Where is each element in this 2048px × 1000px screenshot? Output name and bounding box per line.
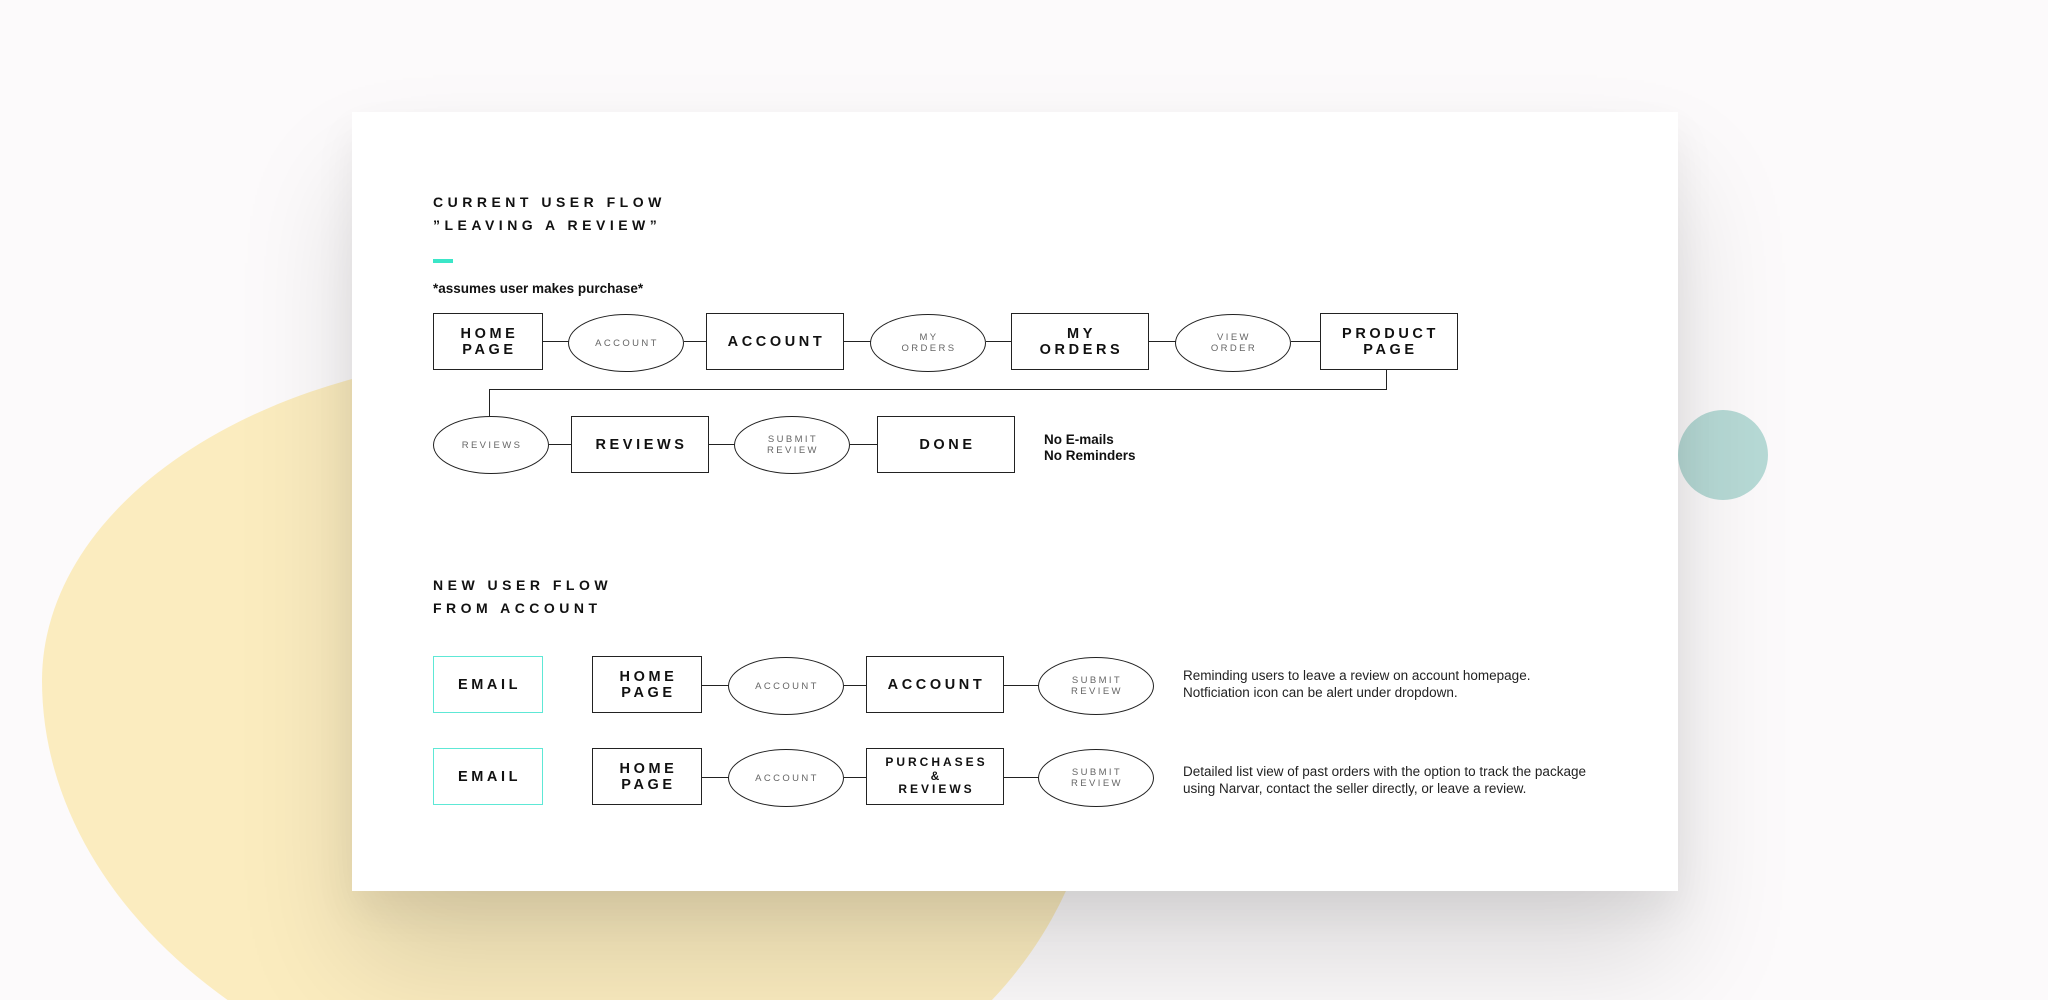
flow-connector (844, 685, 867, 686)
email-trigger-node (433, 656, 543, 713)
decorative-teal-dot (1678, 410, 1768, 500)
accent-bar (433, 259, 453, 263)
description-line: Notficiation icon can be alert under dropdown. (1183, 685, 1458, 700)
node-label: REVIEW (767, 445, 819, 456)
node-label: MY (1067, 325, 1096, 342)
flow-connector (1291, 341, 1321, 342)
assumption-note: *assumes user makes purchase* (433, 281, 644, 296)
flow-action-account (568, 314, 684, 372)
node-label: ACCOUNT (755, 772, 819, 784)
flow-connector (844, 777, 867, 778)
email-trigger-node (433, 748, 543, 805)
flow-action-submit-review (734, 416, 850, 474)
no-emails-note: No E-mails (1044, 432, 1114, 447)
current-flow-title-line2: ”LEAVING A REVIEW” (433, 217, 662, 233)
node-label: PRODUCT (1342, 325, 1439, 342)
node-label: PAGE (1363, 341, 1418, 358)
flow-connector (1004, 777, 1039, 778)
flow-node-account (866, 656, 1004, 713)
no-reminders-note: No Reminders (1044, 448, 1136, 463)
flow-node-home-page (592, 748, 702, 805)
flow-action-account (728, 749, 844, 807)
description-line: Detailed list view of past orders with the option to track the package (1183, 764, 1586, 779)
flow-node-done (877, 416, 1015, 473)
node-label: PURCHASES (885, 755, 988, 770)
node-label: HOME (619, 760, 678, 777)
flow-connector (1004, 685, 1039, 686)
node-label: SUBMIT (767, 434, 819, 445)
node-label: REVIEW (1071, 686, 1123, 697)
node-label: DONE (919, 436, 976, 453)
node-label: MY (919, 332, 939, 343)
user-flow-card (352, 112, 1678, 891)
flow-action-my-orders (870, 314, 986, 372)
node-label: EMAIL (457, 676, 522, 693)
flow-action-reviews (433, 416, 549, 474)
flow-action-submit-review (1038, 749, 1154, 807)
node-label: PAGE (621, 776, 676, 793)
node-label: PAGE (621, 684, 676, 701)
description-line: Reminding users to leave a review on account homepage. (1183, 668, 1531, 683)
flow-connector (850, 444, 878, 445)
node-label: ORDERS (1039, 341, 1124, 358)
flow-node-home-page (592, 656, 702, 713)
flow-node-reviews (571, 416, 709, 473)
flow-connector (709, 444, 735, 445)
node-label: ACCOUNT (887, 676, 986, 693)
flow-connector (543, 341, 569, 342)
flow-node-purchases-reviews (866, 748, 1004, 805)
flow-connector (549, 444, 572, 445)
node-label: ORDER (1210, 343, 1258, 354)
node-label: ACCOUNT (755, 680, 819, 692)
flow-connector (986, 341, 1012, 342)
node-label: PAGE (462, 341, 517, 358)
node-label: ACCOUNT (727, 333, 826, 350)
flow-connector (489, 389, 1387, 390)
node-label: HOME (619, 668, 678, 685)
node-label: REVIEW (1071, 778, 1123, 789)
node-label: EMAIL (457, 768, 522, 785)
node-label: SUBMIT (1071, 675, 1123, 686)
node-label: ORDERS (901, 343, 957, 354)
flow-connector (844, 341, 871, 342)
node-label: REVIEWS (898, 782, 975, 797)
node-label: VIEW (1217, 332, 1251, 343)
flow-action-account (728, 657, 844, 715)
new-flow-title-line1: NEW USER FLOW (433, 577, 613, 593)
current-flow-title-line1: CURRENT USER FLOW (433, 194, 666, 210)
flow-action-submit-review (1038, 657, 1154, 715)
node-label: HOME (460, 325, 519, 342)
flow-connector (702, 777, 729, 778)
flow-description (1183, 763, 1586, 797)
flow-node-home-page (433, 313, 543, 370)
node-label: ACCOUNT (595, 337, 659, 349)
node-label: REVIEWS (595, 436, 688, 453)
flow-action-view-order (1175, 314, 1291, 372)
node-label: & (930, 768, 943, 783)
flow-connector (489, 389, 490, 416)
flow-node-my-orders (1011, 313, 1149, 370)
new-flow-title-line2: FROM ACCOUNT (433, 600, 602, 616)
flow-node-account (706, 313, 844, 370)
flow-connector (684, 341, 707, 342)
node-label: SUBMIT (1071, 767, 1123, 778)
flow-connector (1386, 370, 1387, 389)
flow-node-product-page (1320, 313, 1458, 370)
flow-description (1183, 667, 1530, 701)
description-line: using Narvar, contact the seller directly, or leave a review. (1183, 781, 1527, 796)
flow-connector (702, 685, 729, 686)
flow-connector (1149, 341, 1176, 342)
node-label: REVIEWS (461, 439, 523, 451)
